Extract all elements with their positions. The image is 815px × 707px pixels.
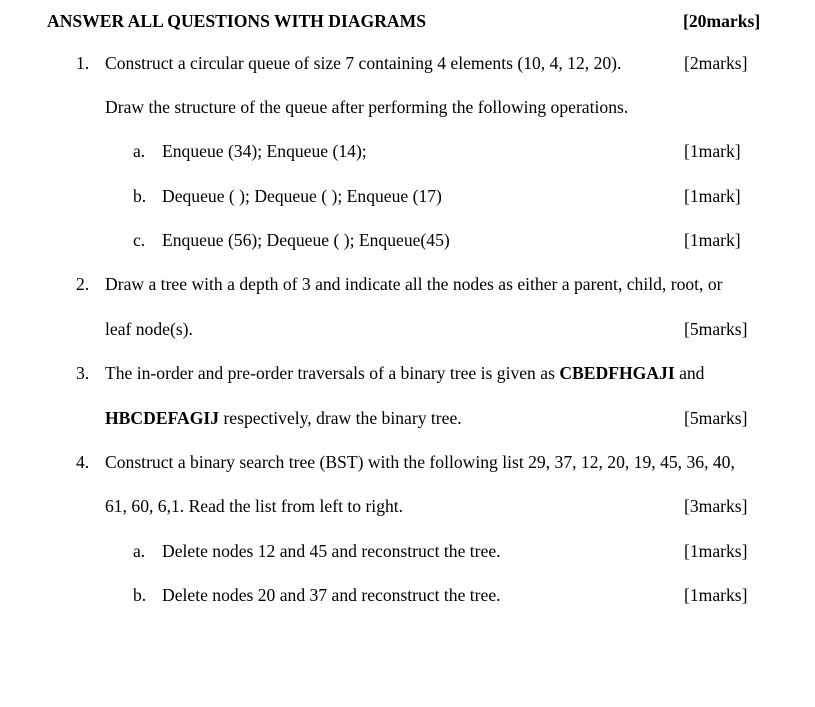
inorder-sequence: CBEDFHGAJI bbox=[559, 363, 675, 383]
q1c-text: Enqueue (56); Dequeue ( ); Enqueue(45) bbox=[162, 230, 450, 250]
q3-text-post: and bbox=[674, 363, 705, 383]
preorder-sequence: HBCDEFAGIJ bbox=[105, 408, 220, 428]
q1a-marks: [1mark] bbox=[684, 141, 741, 161]
q4-number: 4. bbox=[76, 452, 90, 472]
q1c-marks: [1mark] bbox=[684, 230, 741, 250]
q3-text-line2-post: respectively, draw the binary tree. bbox=[219, 408, 462, 428]
q3-text-line1 bbox=[105, 363, 704, 383]
q1-text: Construct a circular queue of size 7 containing 4 elements (10, 4, 12, 20). bbox=[105, 53, 622, 73]
q4b-text: Delete nodes 20 and 37 and reconstruct the tree. bbox=[162, 585, 501, 605]
q4-marks: [3marks] bbox=[684, 496, 748, 516]
q4b-marks: [1marks] bbox=[684, 585, 748, 605]
q4a-marks: [1marks] bbox=[684, 541, 748, 561]
q1a-text: Enqueue (34); Enqueue (14); bbox=[162, 141, 367, 161]
q2-number: 2. bbox=[76, 274, 90, 294]
q2-marks: [5marks] bbox=[684, 319, 748, 339]
q1b-marks: [1mark] bbox=[684, 186, 741, 206]
q1-instruction: Draw the structure of the queue after performing the following operations. bbox=[105, 97, 629, 117]
section-heading: ANSWER ALL QUESTIONS WITH DIAGRAMS bbox=[47, 11, 427, 31]
q4b-label: b. bbox=[133, 585, 147, 605]
q1b-text: Dequeue ( ); Dequeue ( ); Enqueue (17) bbox=[162, 186, 442, 206]
q4-text-line2: 61, 60, 6,1. Read the list from left to right. bbox=[105, 496, 404, 516]
q1-number: 1. bbox=[76, 53, 90, 73]
q3-number: 3. bbox=[76, 363, 90, 383]
q1b-label: b. bbox=[133, 186, 147, 206]
total-marks: [20marks] bbox=[683, 11, 761, 31]
q2-text-line1: Draw a tree with a depth of 3 and indicate all the nodes as either a parent, child, root, or bbox=[105, 274, 723, 294]
q4-text-line1: Construct a binary search tree (BST) with the following list 29, 37, 12, 20, 19, 45, 36, 40, bbox=[105, 452, 735, 472]
q4a-label: a. bbox=[133, 541, 146, 561]
q1c-label: c. bbox=[133, 230, 146, 250]
q3-marks: [5marks] bbox=[684, 408, 748, 428]
q4a-text: Delete nodes 12 and 45 and reconstruct the tree. bbox=[162, 541, 501, 561]
q1a-label: a. bbox=[133, 141, 146, 161]
q3-text-line2 bbox=[105, 408, 462, 428]
q3-text-pre: The in-order and pre-order traversals of a binary tree is given as bbox=[105, 363, 560, 383]
q1-marks: [2marks] bbox=[684, 53, 748, 73]
q2-text-line2: leaf node(s). bbox=[105, 319, 193, 339]
